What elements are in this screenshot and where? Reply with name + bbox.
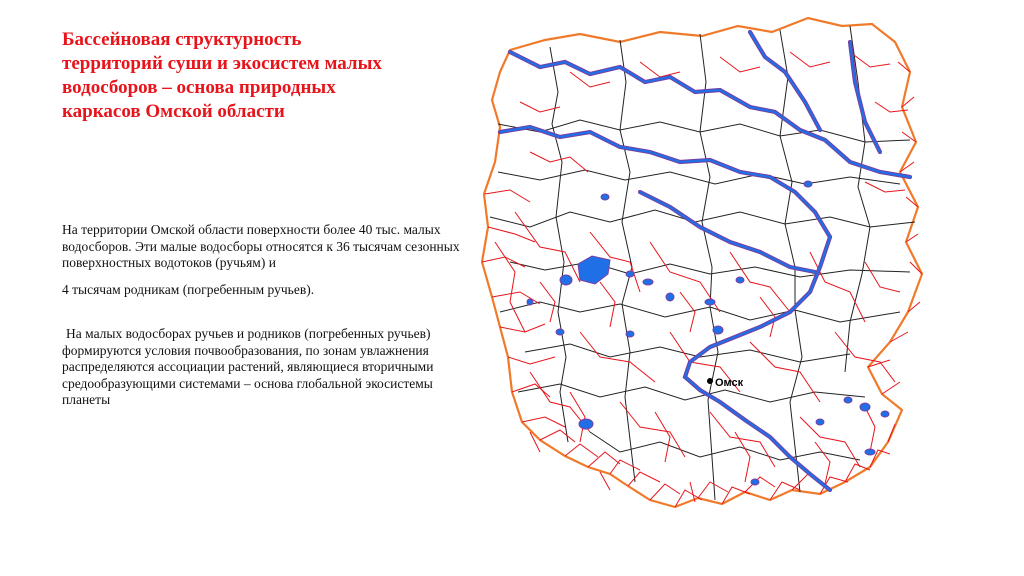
small-streams bbox=[482, 52, 922, 507]
body-text bbox=[62, 222, 462, 409]
slide-title: Бассейновая структурность территорий суши и экосистем малых водосборов – основа природных каркасов Омской области bbox=[62, 29, 382, 122]
rivers-outline bbox=[500, 32, 910, 490]
omsk-city-marker bbox=[707, 378, 713, 384]
omsk-city-label: Омск bbox=[715, 377, 744, 389]
paragraph-springs: 4 тысячам родникам (погребенным ручьев). bbox=[62, 281, 315, 297]
district-boundaries bbox=[490, 26, 915, 500]
paragraph-soil-formation: На малых водосборах ручьев и родников (погребенных ручьев) формируются условия почвообразования, по зонам увлажнения распределяются ассоциации растений, являющиеся вторичными средообразующими системами – основа глобальной экосистемы планеты bbox=[62, 326, 434, 407]
rivers bbox=[500, 32, 910, 490]
paragraph-watersheds: На территории Омской области поверхности более 40 тыс. малых водосборов. Эти малые водосборы относятся к 36 тысячам сезонных поверхностных водотоков (ручьям) и bbox=[62, 222, 460, 270]
omsk-region-map bbox=[470, 12, 930, 567]
